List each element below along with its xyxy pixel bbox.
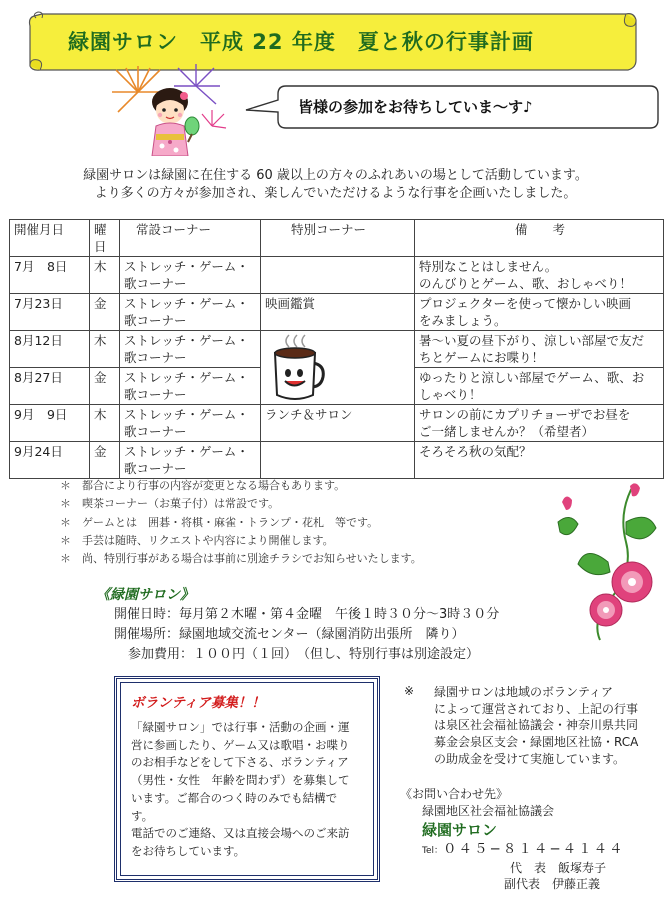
row-regular: ストレッチ・ゲーム・ 歌コーナー xyxy=(120,294,261,331)
intro-line-1: 緑園サロンは緑園に在住する 60 歳以上の方々のふれあいの場として活動しています。 xyxy=(83,168,588,183)
contact-brand: 緑園サロン xyxy=(422,821,498,839)
row-regular: ストレッチ・ゲーム・ 歌コーナー xyxy=(120,331,261,368)
row-special: 映画鑑賞 xyxy=(261,294,415,331)
salon-venue: 開催場所：緑園地域交流センター（緑園消防出張所 隣り） xyxy=(114,627,465,642)
operation-note: 緑園サロンは地域のボランティア によって運営されており、上記の行事 は泉区社会福祉協議会・神奈川県共同 募金会泉区支会・緑園地区社協・RCA の助成金を受けて実施しています。 xyxy=(434,685,639,766)
row-day: 木 xyxy=(90,257,120,294)
header-date: 開催月日 xyxy=(10,220,90,257)
note-item: ＊ 都合により行事の内容が変更となる場合もあります。 xyxy=(60,479,346,492)
row-regular: ストレッチ・ゲーム・ 歌コーナー xyxy=(120,442,261,479)
salon-info xyxy=(114,605,499,665)
row-regular: ストレッチ・ゲーム・ 歌コーナー xyxy=(120,368,261,405)
contact-representative: 代 表 飯塚寿子 xyxy=(510,860,607,875)
volunteer-title: ボランティア募集！！ xyxy=(131,695,265,711)
row-special-merged xyxy=(261,331,415,405)
row-day: 木 xyxy=(90,405,120,442)
table-row xyxy=(10,294,664,331)
row-day: 金 xyxy=(90,368,120,405)
contact-vice-representative: 副代表 伊藤正義 xyxy=(504,877,601,891)
row-special: ランチ＆サロン xyxy=(261,405,415,442)
intro-line-2: より多くの方々が参加され、楽しんでいただけるような行事を企画いたしました。 xyxy=(94,186,577,201)
row-date: 8月12日 xyxy=(10,331,90,368)
row-day: 金 xyxy=(90,294,120,331)
row-special xyxy=(261,442,415,479)
note-item: ＊ 喫茶コーナー（お菓子付）は常設です。 xyxy=(60,497,280,511)
page-title: 緑園サロン 平成 22 年度 夏と秋の行事計画 xyxy=(68,30,534,54)
volunteer-text: 「緑園サロン」では行事・活動の企画・運 営に参画したり、ゲーム又は歌唱・お喋り のお相手などをして下さる、ボランティア （男性・女性 年齢を問わず）を募集して います。ご都合のつく時のみでも結構で す。 電話でのご連絡、又は直接会場へのご来訪 をお待ちしています。 xyxy=(131,720,350,858)
row-remarks: 特別なことはしません。 のんびりとゲーム、歌、おしゃべり！ xyxy=(415,257,664,294)
row-remarks: 暑～い夏の昼下がり、涼しい部屋で友だ ちとゲームにお喋り！ xyxy=(415,331,664,368)
speech-bubble xyxy=(242,82,660,130)
volunteer-box xyxy=(114,676,380,882)
coffee-cup-icon xyxy=(267,333,325,403)
salon-fee: 参加費用：１００円（１回） （但し、特別行事は別途設定） xyxy=(128,647,480,662)
note-item: ＊ ゲームとは 囲碁・将棋・麻雀・トランプ・花札 等です。 xyxy=(60,515,379,529)
row-day: 金 xyxy=(90,442,120,479)
row-day: 木 xyxy=(90,331,120,368)
phone-label: Tel： xyxy=(422,846,444,856)
morning-glory-illustration xyxy=(548,482,660,642)
note-item: ＊ 尚、特別行事がある場合は事前に別途チラシでお知らせいたします。 xyxy=(60,552,422,566)
row-remarks: そろそろ秋の気配？ xyxy=(415,442,664,479)
girl-fireworks-illustration xyxy=(108,64,228,156)
row-date: 9月24日 xyxy=(10,442,90,479)
phone-number: ０４５−８１４−４１４４ xyxy=(443,841,625,857)
title-banner xyxy=(28,8,640,72)
row-date: 7月23日 xyxy=(10,294,90,331)
row-special xyxy=(261,257,415,294)
row-date: 7月 8日 xyxy=(10,257,90,294)
row-remarks: ゆったりと涼しい部屋でゲーム、歌、お しゃべり！ xyxy=(415,368,664,405)
contact-org: 緑園地区社会福祉協議会 xyxy=(422,803,555,818)
bubble-text: 皆様の参加をお待ちしていま～す♪ xyxy=(298,98,533,116)
contact-heading: 《お問い合わせ先》 xyxy=(400,787,509,801)
table-header-row xyxy=(10,220,664,257)
contact-tel xyxy=(400,841,625,860)
table-row xyxy=(10,331,664,368)
row-remarks: サロンの前にカプリチョーザでお昼を ご一緒しませんか？（希望者） xyxy=(415,405,664,442)
table-row xyxy=(10,257,664,294)
row-regular: ストレッチ・ゲーム・ 歌コーナー xyxy=(120,405,261,442)
header-special: 特別コーナー xyxy=(261,220,415,257)
row-date: 8月27日 xyxy=(10,368,90,405)
header-day: 曜 日 xyxy=(90,220,120,257)
schedule-table xyxy=(9,219,664,479)
reference-mark: ※ xyxy=(404,684,415,698)
table-row xyxy=(10,405,664,442)
row-regular: ストレッチ・ゲーム・ 歌コーナー xyxy=(120,257,261,294)
notes-list xyxy=(60,477,422,568)
salon-name: 《緑園サロン》 xyxy=(96,587,194,603)
note-item: ＊ 手芸は随時、リクエストや内容により開催します。 xyxy=(60,533,334,547)
contact-block xyxy=(400,786,625,893)
row-remarks: プロジェクターを使って懐かしい映画 をみましょう。 xyxy=(415,294,664,331)
row-date: 9月 9日 xyxy=(10,405,90,442)
header-remarks: 備 考 xyxy=(415,220,664,257)
header-regular: 常設コーナー xyxy=(120,220,261,257)
table-row xyxy=(10,442,664,479)
salon-schedule: 開催日時：毎月第２木曜・第４金曜 午後１時３０分～3時３０分 xyxy=(114,607,500,622)
